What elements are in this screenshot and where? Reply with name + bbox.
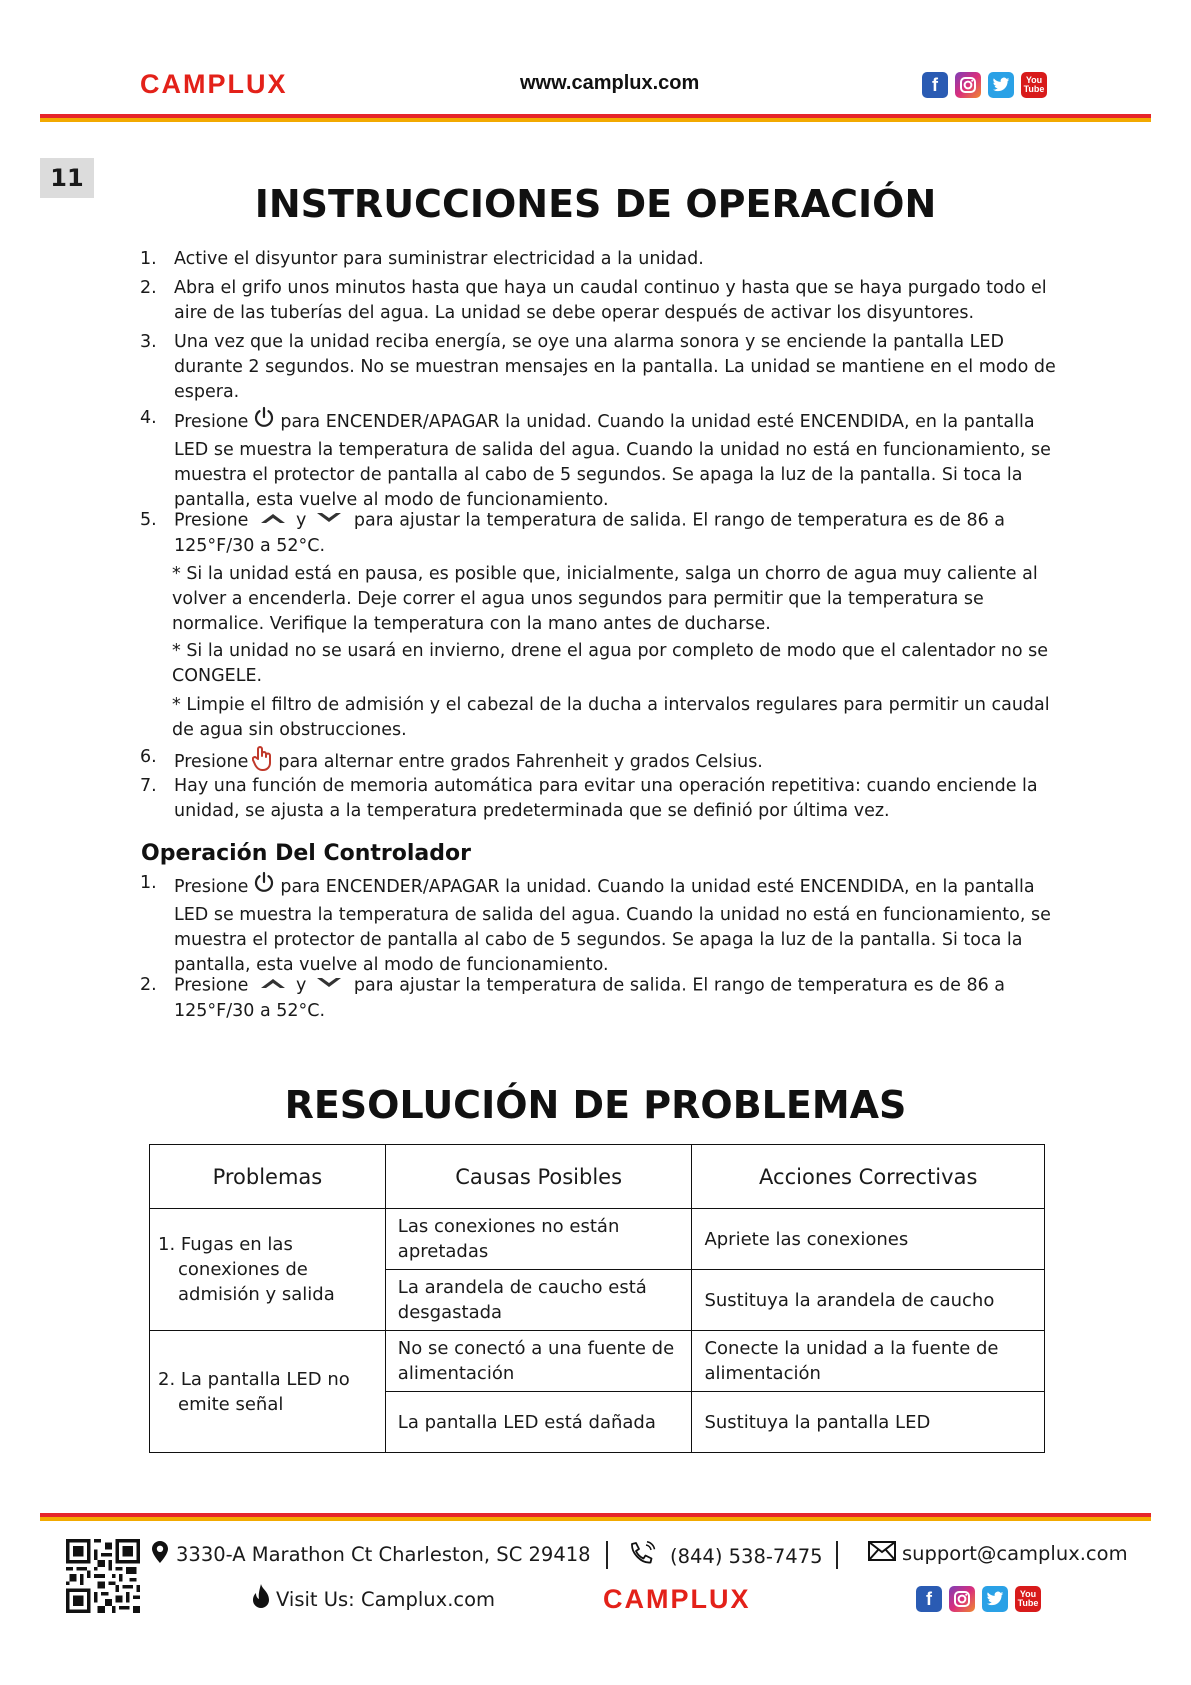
item-text-pre: Presione xyxy=(174,877,249,897)
controller-item xyxy=(140,871,1060,978)
problem-label: 2. La pantalla LED no xyxy=(158,1368,350,1390)
footer-visit[interactable]: Visit Us: Camplux.com xyxy=(276,1588,496,1611)
problem-cell xyxy=(150,1331,386,1453)
item-text: Hay una función de memoria automática para evitar una operación repetitiva: cuando enciende la unidad, se ajusta a la temperatura predeterminada que se definió por última vez. xyxy=(174,776,1038,821)
item-text-mid: y xyxy=(295,510,307,531)
footer-phone-row xyxy=(628,1541,823,1572)
qr-code xyxy=(66,1539,140,1617)
action-cell: Conecte la unidad a la fuente de alimentación xyxy=(692,1331,1045,1392)
item-text xyxy=(174,871,1060,978)
cause-cell: Las conexiones no están apretadas xyxy=(385,1209,692,1270)
footer-separator xyxy=(606,1541,608,1569)
header-actions: Acciones Correctivas xyxy=(692,1145,1045,1209)
instruction-item xyxy=(140,406,1060,513)
chevron-up-icon xyxy=(260,508,286,533)
troubleshooting-title: RESOLUCIÓN DE PROBLEMAS xyxy=(284,1083,907,1127)
cause-cell: La arandela de caucho está desgastada xyxy=(385,1270,692,1331)
item-number: 2. xyxy=(140,278,157,298)
power-icon xyxy=(252,406,276,438)
facebook-icon[interactable]: f xyxy=(916,1586,942,1612)
flame-icon xyxy=(252,1584,270,1615)
table-row xyxy=(150,1331,1045,1392)
problem-label: 1. Fugas en las xyxy=(158,1234,293,1255)
table-row xyxy=(150,1209,1045,1270)
item-text-post: para ajustar la temperatura de salida. El rango de temperatura es de 86 a 125°F/30 a 52°C. xyxy=(174,975,1006,1021)
chevron-down-icon xyxy=(316,508,342,533)
footer-email[interactable]: support@camplux.com xyxy=(902,1542,1128,1565)
instruction-item xyxy=(140,247,1060,272)
item-text: Una vez que la unidad reciba energía, se oye una alarma sonora y se enciende la pantalla LED durante 2 segundos. No se muestran mensajes en la pantalla. La unidad se mantiene en el modo de espera. xyxy=(174,332,1056,402)
item-text-mid: y xyxy=(295,975,307,996)
mail-icon xyxy=(868,1541,896,1566)
instruction-item xyxy=(140,508,1060,559)
page-number: 11 xyxy=(40,158,94,198)
instructions-title: INSTRUCCIONES DE OPERACIÓN xyxy=(254,182,937,226)
item-number: 6. xyxy=(140,747,157,767)
footer-email-row xyxy=(868,1541,1128,1566)
item-text-pre: Presione xyxy=(174,412,249,432)
cause-cell: La pantalla LED está dañada xyxy=(385,1392,692,1453)
note: * Si la unidad no se usará en invierno, drene el agua por completo de modo que el calentador no se CONGELE. xyxy=(172,641,1049,686)
cause-cell: No se conectó a una fuente de alimentación xyxy=(385,1331,692,1392)
note: * Si la unidad está en pausa, es posible que, inicialmente, salga un chorro de agua muy caliente al volver a encenderla. Deje correr el agua unos segundos para permitir que la temperatura se normalice. Verifique la temperatura con la mano antes de ducharse. xyxy=(172,564,1038,634)
item-text xyxy=(174,406,1060,513)
footer-stripe xyxy=(40,1513,1151,1521)
footer-visit-row xyxy=(252,1584,495,1615)
item-number: 1. xyxy=(140,249,157,269)
item-text-post: para ajustar la temperatura de salida. El rango de temperatura es de 86 a 125°F/30 a 52°C. xyxy=(174,510,1006,556)
item-number: 3. xyxy=(140,332,157,352)
problem-label-cont: emite señal xyxy=(178,1393,284,1415)
item-number: 1. xyxy=(140,873,157,893)
footer-brand-logo: CAMPLUX xyxy=(603,1584,751,1614)
footer-phone[interactable]: (844) 538-7475 xyxy=(670,1545,823,1568)
troubleshooting-table xyxy=(149,1144,1045,1453)
action-cell: Apriete las conexiones xyxy=(692,1209,1045,1270)
twitter-icon[interactable] xyxy=(982,1586,1008,1612)
item-text: Abra el grifo unos minutos hasta que haya un caudal continuo y hasta que se haya purgado todo el aire de las tuberías del agua. La unidad se debe operar después de activar los disyuntores. xyxy=(174,278,1047,323)
chevron-down-icon xyxy=(316,973,342,998)
instagram-icon[interactable] xyxy=(949,1586,975,1612)
problem-cell xyxy=(150,1209,386,1331)
item-text: Active el disyuntor para suministrar electricidad a la unidad. xyxy=(174,249,704,269)
item-number: 4. xyxy=(140,408,157,428)
phone-icon xyxy=(628,1541,658,1572)
youtube-icon[interactable]: You Tube xyxy=(1021,72,1047,98)
item-text xyxy=(174,973,1060,1024)
header-social-links xyxy=(922,72,1047,98)
facebook-icon[interactable]: f xyxy=(922,72,948,98)
footer-address-row xyxy=(152,1541,591,1568)
header-stripe xyxy=(40,114,1151,122)
item-text-pre: Presione xyxy=(174,975,249,996)
header-brand-logo: CAMPLUX xyxy=(140,69,288,99)
twitter-icon[interactable] xyxy=(988,72,1014,98)
instagram-icon[interactable] xyxy=(955,72,981,98)
instruction-item xyxy=(140,774,1060,824)
header-problems: Problemas xyxy=(150,1145,386,1209)
item-number: 7. xyxy=(140,776,157,796)
action-cell: Sustituya la pantalla LED xyxy=(692,1392,1045,1453)
controller-item xyxy=(140,973,1060,1024)
footer-separator xyxy=(836,1541,838,1569)
item-text-post: para ENCENDER/APAGAR la unidad. Cuando la unidad esté ENCENDIDA, en la pantalla LED se muestra la temperatura de salida del agua. Cuando la unidad no está en funcionamiento, se muestra el protector de pantalla al cabo de 5 segundos. Se apaga la luz de la pantalla. Si toca la pantalla, esta vuelve al modo de funcionamiento. xyxy=(174,877,1051,975)
youtube-icon[interactable]: You Tube xyxy=(1015,1586,1041,1612)
instruction-item xyxy=(140,276,1060,326)
item-text xyxy=(174,508,1060,559)
footer-social-links xyxy=(916,1586,1041,1612)
item-text-pre: Presione xyxy=(174,510,249,531)
instruction-item xyxy=(140,330,1060,405)
action-cell: Sustituya la arandela de caucho xyxy=(692,1270,1045,1331)
controller-title: Operación Del Controlador xyxy=(141,841,471,866)
item-text-post: para alternar entre grados Fahrenheit y grados Celsius. xyxy=(278,752,763,772)
location-pin-icon xyxy=(152,1541,168,1568)
table-header-row xyxy=(150,1145,1045,1209)
header-website[interactable]: www.camplux.com xyxy=(520,72,700,94)
item-number: 5. xyxy=(140,510,157,530)
item-number: 2. xyxy=(140,975,157,995)
power-icon xyxy=(252,871,276,903)
header-causes: Causas Posibles xyxy=(385,1145,692,1209)
item-text-pre: Presione xyxy=(174,752,249,772)
problem-label-cont: conexiones de admisión y salida xyxy=(178,1259,335,1305)
footer-address: 3330-A Marathon Ct Charleston, SC 29418 xyxy=(176,1543,591,1566)
note: * Limpie el filtro de admisión y el cabezal de la ducha a intervalos regulares para permitir un caudal de agua sin obstrucciones. xyxy=(172,695,1050,740)
item-text-post: para ENCENDER/APAGAR la unidad. Cuando la unidad esté ENCENDIDA, en la pantalla LED se muestra la temperatura de salida del agua. Cuando la unidad no está en funcionamiento, se muestra el protector de pantalla al cabo de 5 segundos. Se apaga la luz de la pantalla. Si toca la pantalla, esta vuelve al modo de funcionamiento. xyxy=(174,412,1051,510)
chevron-up-icon xyxy=(260,973,286,998)
